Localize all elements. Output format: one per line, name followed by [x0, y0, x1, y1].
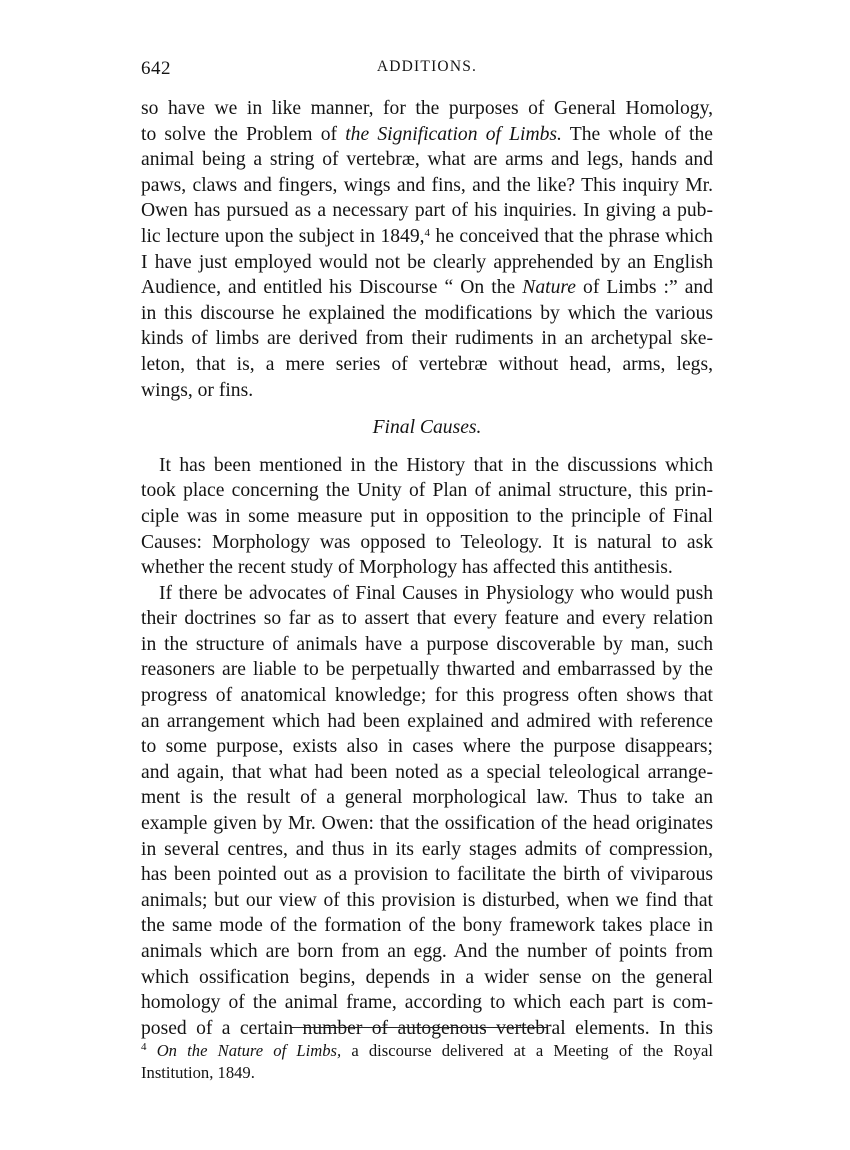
- text-line: whether the recent study of Morphology has affected this antithesis.: [141, 557, 673, 579]
- text-line: animal being a string of vertebræ, what are arms and legs, hands and: [141, 149, 713, 171]
- text-line: so have we in like manner, for the purposes of General Homology,: [141, 98, 713, 119]
- text-line: wings, or fins.: [141, 379, 254, 401]
- italic-title: the Signification of Limbs.: [345, 123, 562, 145]
- text-line: has been pointed out as a provision to facilitate the birth of viviparous: [141, 864, 713, 886]
- footnote-line: $^4$ On the Nature of Limbs, a discourse delivered at a Meeting of the Royal: [141, 1041, 713, 1060]
- italic-word: Nature: [522, 277, 576, 299]
- footnote: [141, 1040, 713, 1084]
- paragraph-3: [141, 581, 713, 1042]
- footnote-marker: 4: [141, 1041, 147, 1053]
- text-line: Owen has pursued as a necessary part of his inquiries. In giving a pub-: [141, 200, 713, 222]
- text-line: lic lecture upon the subject in 1849,$^4$ he conceived that the phrase which: [141, 225, 713, 247]
- running-head: ADDITIONS.: [376, 58, 478, 75]
- text-line: ciple was in some measure put in opposition to the principle of Final: [141, 505, 713, 527]
- text-line: leton, that is, a mere series of vertebræ without head, arms, legs,: [141, 353, 713, 375]
- text-line: homology of the animal frame, according to which each part is com-: [141, 992, 713, 1014]
- text-line: I have just employed would not be clearly apprehended by an English: [141, 251, 713, 273]
- text-line: took place concerning the Unity of Plan of animal structure, this prin-: [141, 480, 713, 502]
- text-line: progress of anatomical knowledge; for this progress often shows that: [141, 685, 713, 707]
- paragraph-2: [141, 453, 713, 581]
- text-line: in several centres, and thus in its early stages admits of compression,: [141, 838, 713, 860]
- text-line: and again, that what had been noted as a special teleological arrange-: [141, 761, 713, 783]
- text-line: Causes: Morphology was opposed to Teleology. It is natural to ask: [141, 531, 713, 553]
- text-line: reasoners are liable to be perpetually thwarted and embarrassed by the: [141, 659, 713, 681]
- text-line: in this discourse he explained the modifications by which the various: [141, 302, 713, 324]
- text-line: which ossification begins, depends in a wider sense on the general: [141, 966, 713, 988]
- text-line: It has been mentioned in the History that in the discussions which: [159, 454, 713, 476]
- footnote-line: Institution, 1849.: [141, 1063, 255, 1082]
- text-line: the same mode of the formation of the bony framework takes place in: [141, 915, 713, 937]
- page-number: 642: [141, 58, 171, 79]
- footnote-reference: 4: [424, 226, 431, 239]
- page-header: [141, 58, 713, 86]
- section-heading: Final Causes.: [372, 417, 482, 439]
- text-line: posed of a certain number of autogenous vertebral elements. In this: [141, 1017, 713, 1039]
- paragraph-1: [141, 96, 713, 403]
- text-line: ment is the result of a general morphological law. Thus to take an: [141, 787, 713, 809]
- text-line: kinds of limbs are derived from their rudiments in an archetypal ske-: [141, 328, 713, 350]
- text-line: If there be advocates of Final Causes in Physiology who would push: [159, 582, 713, 604]
- text-line: example given by Mr. Owen: that the ossification of the head originates: [141, 813, 713, 835]
- footnote-title: On the Nature of Limbs,: [156, 1041, 342, 1060]
- footnote-divider: [290, 1027, 547, 1028]
- text-line: to some purpose, exists also in cases where the purpose disappears;: [141, 736, 713, 758]
- body-text: [141, 96, 713, 1041]
- text-line: their doctrines so far as to assert that every feature and every relation: [141, 608, 713, 630]
- text-line: to solve the Problem of the Signification of Limbs. The whole of the: [141, 123, 713, 145]
- text-line: animals; but our view of this provision is disturbed, when we find that: [141, 889, 713, 911]
- text-line: an arrangement which had been explained and admired with reference: [141, 710, 713, 732]
- text-line: animals which are born from an egg. And the number of points from: [141, 941, 713, 962]
- text-line: in the structure of animals have a purpose discoverable by man, such: [141, 633, 713, 655]
- text-line: paws, claws and fingers, wings and fins, and the like? This inquiry Mr.: [141, 174, 713, 196]
- text-line: Audience, and entitled his Discourse “ On the Nature of Limbs :” and: [141, 277, 714, 299]
